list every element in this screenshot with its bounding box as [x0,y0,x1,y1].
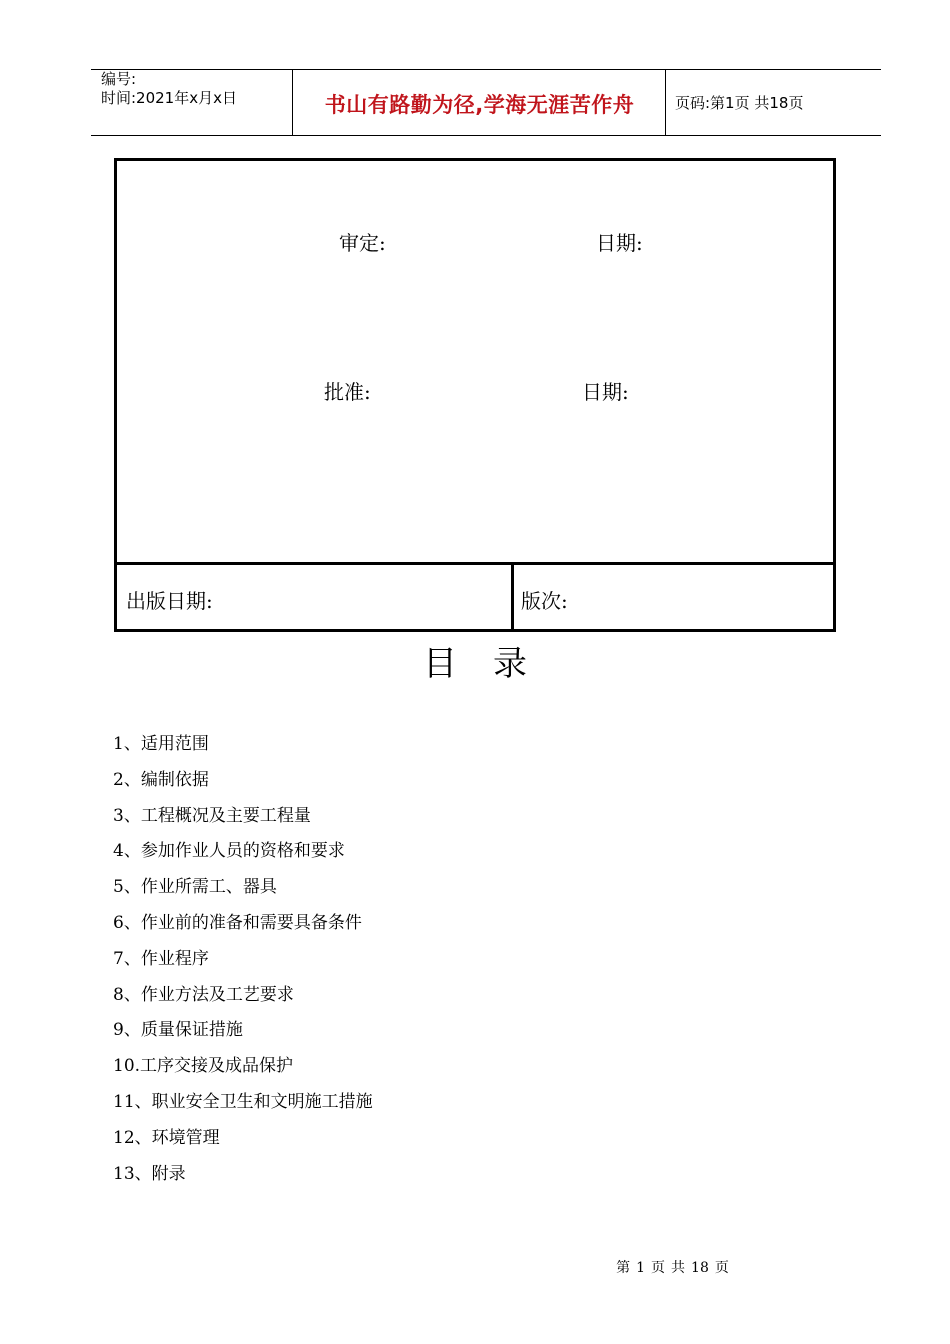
footer-text: 页 [714,1260,729,1276]
footer-text: 第 [616,1260,631,1276]
document-time-label: 时间:2021年x月x日 [101,89,237,107]
toc-item: 10.工序交接及成品保护 [113,1056,294,1077]
toc-item: 11、职业安全卫生和文明施工措施 [113,1091,373,1112]
publish-date-label: 出版日期: [126,589,213,613]
toc-item: 7、作业程序 [113,948,209,969]
footer-current-page: 1 [636,1260,646,1276]
toc-title: 目录 [423,644,563,684]
footer-text: 页 [651,1260,666,1276]
edition-label: 版次: [521,589,568,613]
toc-item: 5、作业所需工、器具 [113,877,277,898]
toc-item: 4、参加作业人员的资格和要求 [113,841,345,862]
footer-total-pages: 18 [691,1260,709,1276]
toc-item: 12、环境管理 [113,1127,220,1148]
header-page-info: 页码:第1页 共18页 [675,94,804,112]
footer-text: 共 [671,1260,686,1276]
approve-date-label: 日期: [582,380,629,404]
header-motto: 书山有路勤为径,学海无涯苦作舟 [324,93,635,117]
document-number-label: 编号: [101,70,137,88]
toc-item: 1、适用范围 [113,734,209,754]
approve-label: 批准: [324,380,371,404]
toc-list [113,730,373,1195]
toc-item: 13、附录 [113,1163,186,1184]
approval-box-divider [117,562,833,565]
review-date-label: 日期: [596,231,643,255]
header-meta [101,70,237,108]
toc-item: 2、编制依据 [113,769,209,790]
header-bottom-rule [91,135,881,136]
approval-box [114,158,836,632]
toc-item: 3、工程概况及主要工程量 [113,805,311,826]
page-footer [0,1257,950,1277]
approval-box-column-divider [511,562,514,629]
toc-item: 6、作业前的准备和需要具备条件 [113,912,362,933]
review-label: 审定: [339,231,386,255]
toc-item: 9、质量保证措施 [113,1020,243,1041]
toc-item: 8、作业方法及工艺要求 [113,984,294,1005]
